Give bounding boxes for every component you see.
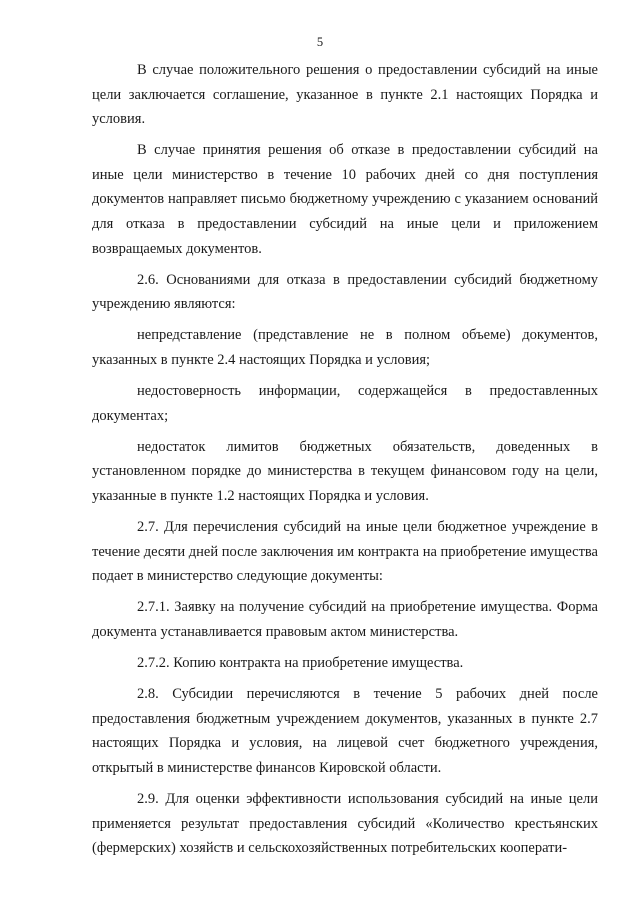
paragraph-refusal-decision: В случае принятия решения об отказе в предоставлении субсидий на иные цели министерство в течение 10 рабочих дней со дня поступления документов направляет письмо бюджетному учреждению с указанием оснований для отказа в предоставлении субсидий на иные цели и приложением возвращаемых документов. [92, 142, 598, 257]
page-number: 5 [316, 35, 324, 49]
paragraph-2-7: 2.7. Для перечисления субсидий на иные цели бюджетное учреждение в течение десяти дней после заключения им контракта на приобретение имущества подает в министерство следующие документы: [92, 519, 598, 585]
paragraph-positive-decision: В случае положительного решения о предоставлении субсидий на иные цели заключается соглашение, указанное в пункте 2.1 настоящих Порядка и условия. [92, 62, 598, 128]
paragraph-2-7-2: 2.7.2. Копию контракта на приобретение имущества. [137, 655, 464, 672]
paragraph-2-7-1: 2.7.1. Заявку на получение субсидий на приобретение имущества. Форма документа устанавливается правовым актом министерства. [92, 599, 598, 640]
paragraph-2-9: 2.9. Для оценки эффективности использования субсидий на иные цели применяется результат предоставления субсидий «Количество крестьянских (фермерских) хозяйств и сельскохозяйственных потребительских кооперати- [92, 791, 598, 857]
paragraph-2-6: 2.6. Основаниями для отказа в предоставлении субсидий бюджетному учреждению являются: [92, 271, 598, 313]
document-body [92, 58, 598, 861]
paragraph-2-8: 2.8. Субсидии перечисляются в течение 5 рабочих дней после предоставления бюджетным учреждением документов, указанных в пункте 2.7 настоящих Порядка и условия, на лицевой счет бюджетного учреждения, открытый в министерстве финансов Кировской области. [92, 686, 598, 776]
paragraph-2-6-item-2: недостоверность информации, содержащейся в предоставленных документах; [92, 383, 598, 424]
paragraph-2-6-item-3: недостаток лимитов бюджетных обязательств, доведенных в установленном порядке до министерства в текущем финансовом году на цели, указанные в пункте 1.2 настоящих Порядка и условия. [92, 438, 598, 504]
paragraph-2-6-item-1: непредставление (представление не в полном объеме) документов, указанных в пункте 2.4 настоящих Порядка и условия; [92, 327, 598, 369]
